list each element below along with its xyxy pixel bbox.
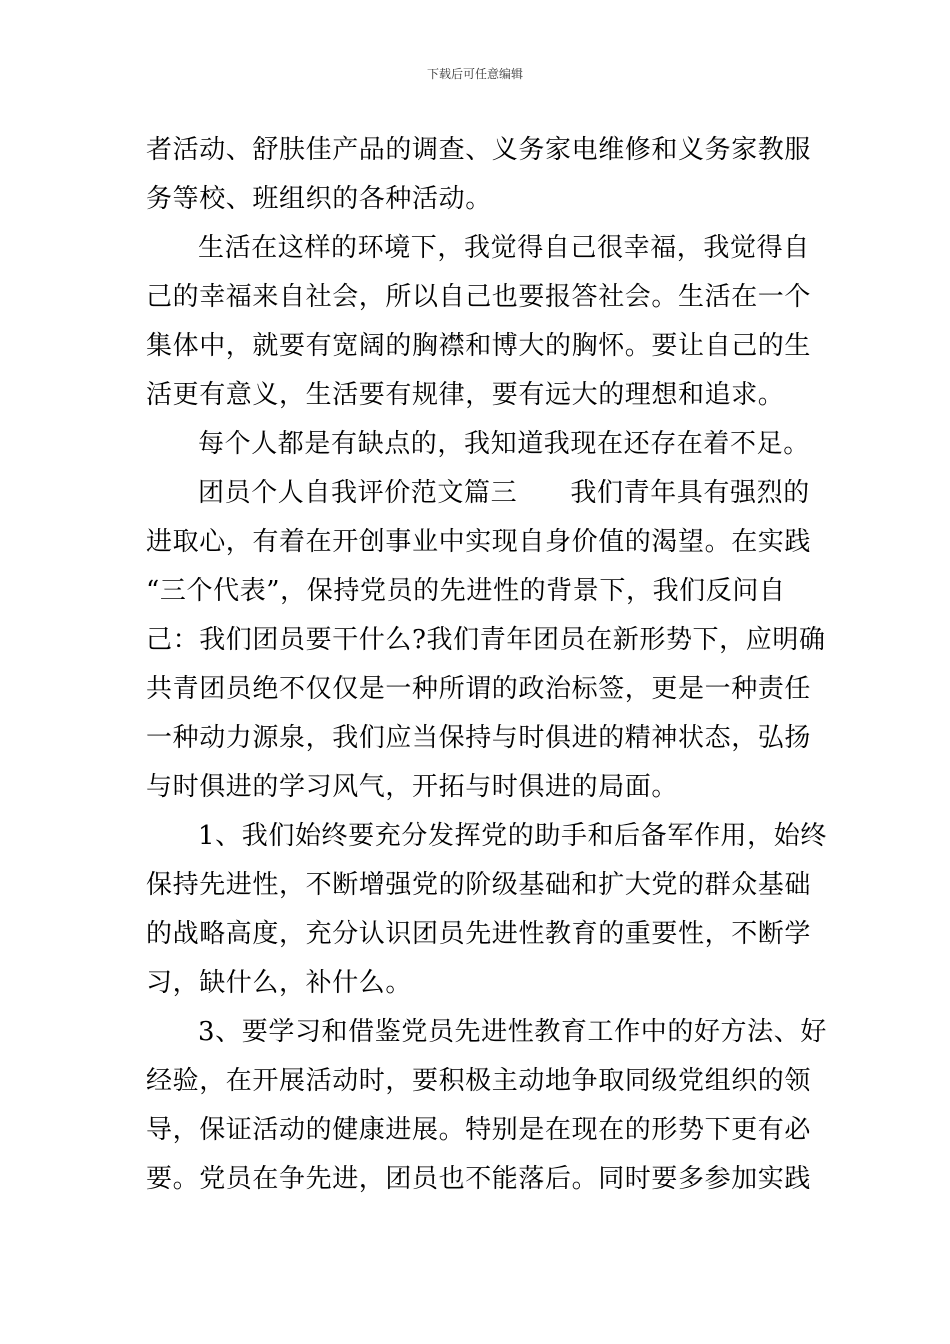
paragraph [146, 812, 827, 1008]
text-line: 进取心，有着在开创事业中实现自身价值的渴望。在实践 [146, 527, 812, 557]
text-line: “三个代表”，保持党员的先进性的背景下，我们反问自 [146, 576, 786, 606]
text-line: 共青团员绝不仅仅是一种所谓的政治标签，更是一种责任 [146, 674, 812, 704]
paragraph [146, 420, 810, 469]
text-line: 3、要学习和借鉴党员先进性教育工作中的好方法、好 [198, 1017, 827, 1047]
text-line: 务等校、班组织的各种活动。 [146, 184, 492, 214]
text-line: 己的幸福来自社会，所以自己也要报答社会。生活在一个 [146, 282, 812, 312]
paragraph [146, 1008, 827, 1204]
text-line: 习，缺什么，补什么。 [146, 968, 413, 998]
text-line: 集体中，就要有宽阔的胸襟和博大的胸怀。要让自己的生 [146, 331, 812, 361]
page-header: 下载后可任意编辑 [426, 67, 523, 81]
document-body [146, 126, 827, 1204]
text-line: 1、我们始终要充分发挥党的助手和后备军作用，始终 [198, 821, 827, 851]
text-line: 要。党员在争先进，团员也不能落后。同时要多参加实践 [146, 1164, 812, 1194]
paragraph [146, 126, 810, 224]
text-line: 与时俱进的学习风气，开拓与时俱进的局面。 [146, 772, 679, 802]
text-line: 活更有意义，生活要有规律，要有远大的理想和追求。 [146, 380, 785, 410]
text-line: 经验，在开展活动时，要积极主动地争取同级党组织的领 [146, 1066, 812, 1096]
text-line: 生活在这样的环境下，我觉得自己很幸福，我觉得自 [198, 233, 810, 263]
text-line: 团员个人自我评价范文篇三 我们青年具有强烈的 [198, 478, 810, 508]
text-line: 的战略高度，充分认识团员先进性教育的重要性，不断学 [146, 919, 812, 949]
paragraph [146, 469, 826, 812]
text-line: 一种动力源泉，我们应当保持与时俱进的精神状态，弘扬 [146, 723, 812, 753]
text-line: 导，保证活动的健康进展。特别是在现在的形势下更有必 [146, 1115, 812, 1145]
paragraph [146, 224, 810, 420]
text-line: 己：我们团员要干什么?我们青年团员在新形势下，应明确 [146, 625, 826, 655]
text-line: 保持先进性，不断增强党的阶级基础和扩大党的群众基础 [146, 870, 812, 900]
text-line: 每个人都是有缺点的，我知道我现在还存在着不足。 [198, 429, 810, 459]
text-line: 者活动、舒肤佳产品的调查、义务家电维修和义务家教服 [146, 135, 812, 165]
